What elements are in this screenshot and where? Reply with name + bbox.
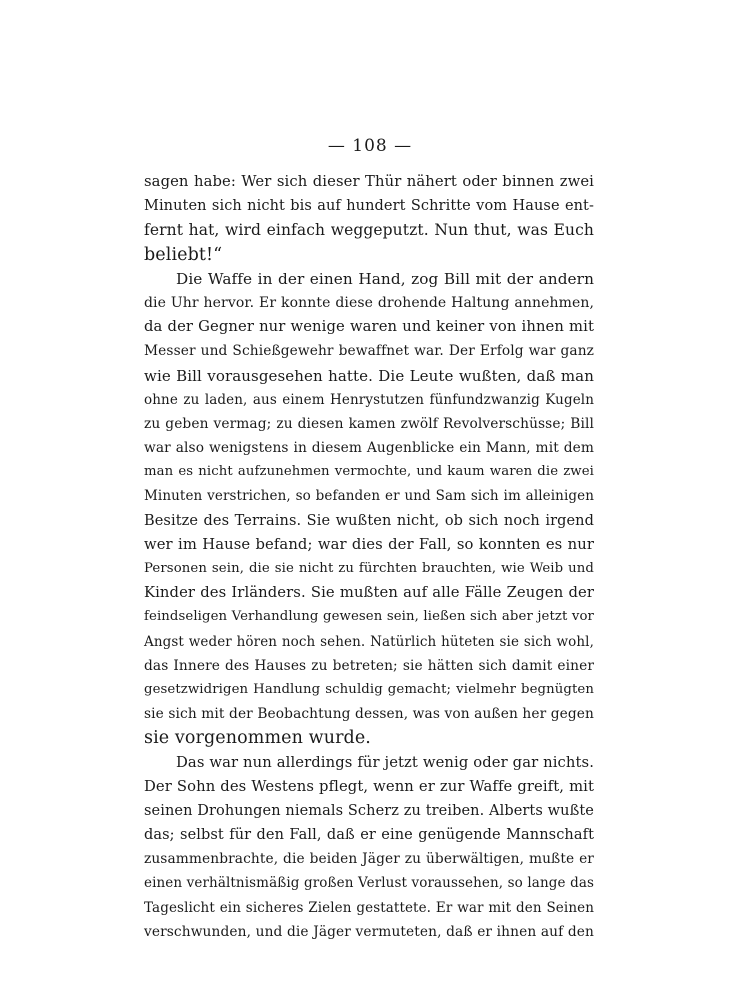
text-line: Der Sohn des Westens pflegt, wenn er zur Waffe greift, mit [144, 777, 594, 795]
text-line: einen verhältnismäßig großen Verlust voraussehen, so lange das [144, 875, 594, 892]
text-line: sie sich mit der Beobachtung dessen, was von außen her gegen [144, 706, 594, 723]
page-number: — 108 — [327, 136, 413, 156]
text-line: zusammenbrachte, die beiden Jäger zu überwältigen, mußte er [144, 851, 594, 868]
text-line: Das war nun allerdings für jetzt wenig oder gar nichts. [176, 753, 594, 771]
text-line: seinen Drohungen niemals Scherz zu treiben. Alberts wußte [144, 802, 594, 819]
text-line: Die Waffe in der einen Hand, zog Bill mit der andern [176, 269, 594, 288]
text-line: Minuten sich nicht bis auf hundert Schritte vom Hause ent- [144, 198, 594, 215]
text-line: war also wenigstens in diesem Augenblicke ein Mann, mit dem [144, 440, 594, 457]
text-line: feindseligen Verhandlung gewesen sein, ließen sich aber jetzt vor [144, 609, 594, 625]
text-line: ohne zu laden, aus einem Henrystutzen fünfundzwanzig Kugeln [144, 391, 594, 408]
text-line: Besitze des Terrains. Sie wußten nicht, ob sich noch irgend [144, 512, 594, 529]
text-line: sagen habe: Wer sich dieser Thür nähert oder binnen zwei [144, 173, 594, 190]
text-line: Personen sein, die sie nicht zu fürchten brauchten, wie Weib und [144, 561, 594, 576]
text-line: sie vorgenommen wurde. [144, 728, 371, 749]
text-line: Minuten verstrichen, so befanden er und Sam sich im alleinigen [144, 488, 594, 505]
text-line: zu geben vermag; zu diesen kamen zwölf Revolverschüsse; Bill [144, 415, 594, 432]
text-line: wie Bill vorausgesehen hatte. Die Leute wußten, daß man [144, 366, 594, 385]
text-line: Kinder des Irländers. Sie mußten auf alle Fälle Zeugen der [144, 584, 594, 602]
text-line: wer im Hause befand; war dies der Fall, so konnten es nur [144, 535, 594, 553]
text-line: fernt hat, wird einfach weggeputzt. Nun thut, was Euch [144, 221, 594, 240]
text-line: man es nicht aufzunehmen vermochte, und kaum waren die zwei [144, 464, 594, 480]
text-line: das; selbst für den Fall, daß er eine genügende Mannschaft [144, 827, 594, 844]
text-line: das Innere des Hauses zu betreten; sie hätten sich damit einer [144, 657, 594, 674]
text-line: Angst weder hören noch sehen. Natürlich hüteten sie sich wohl, [144, 633, 594, 650]
body-text [144, 170, 594, 944]
text-line: da der Gegner nur wenige waren und keiner von ihnen mit [144, 318, 594, 336]
text-line: verschwunden, und die Jäger vermuteten, daß er ihnen auf den [144, 923, 594, 940]
text-line: Tageslicht ein sicheres Zielen gestattete. Er war mit den Seinen [144, 899, 594, 916]
text-line: beliebt!“ [144, 244, 223, 265]
text-line: gesetzwidrigen Handlung schuldig gemacht; vielmehr begnügten [144, 681, 594, 697]
text-line: Messer und Schießgewehr bewaffnet war. Der Erfolg war ganz [144, 343, 594, 360]
text-line: die Uhr hervor. Er konnte diese drohende Haltung annehmen, [144, 294, 594, 311]
